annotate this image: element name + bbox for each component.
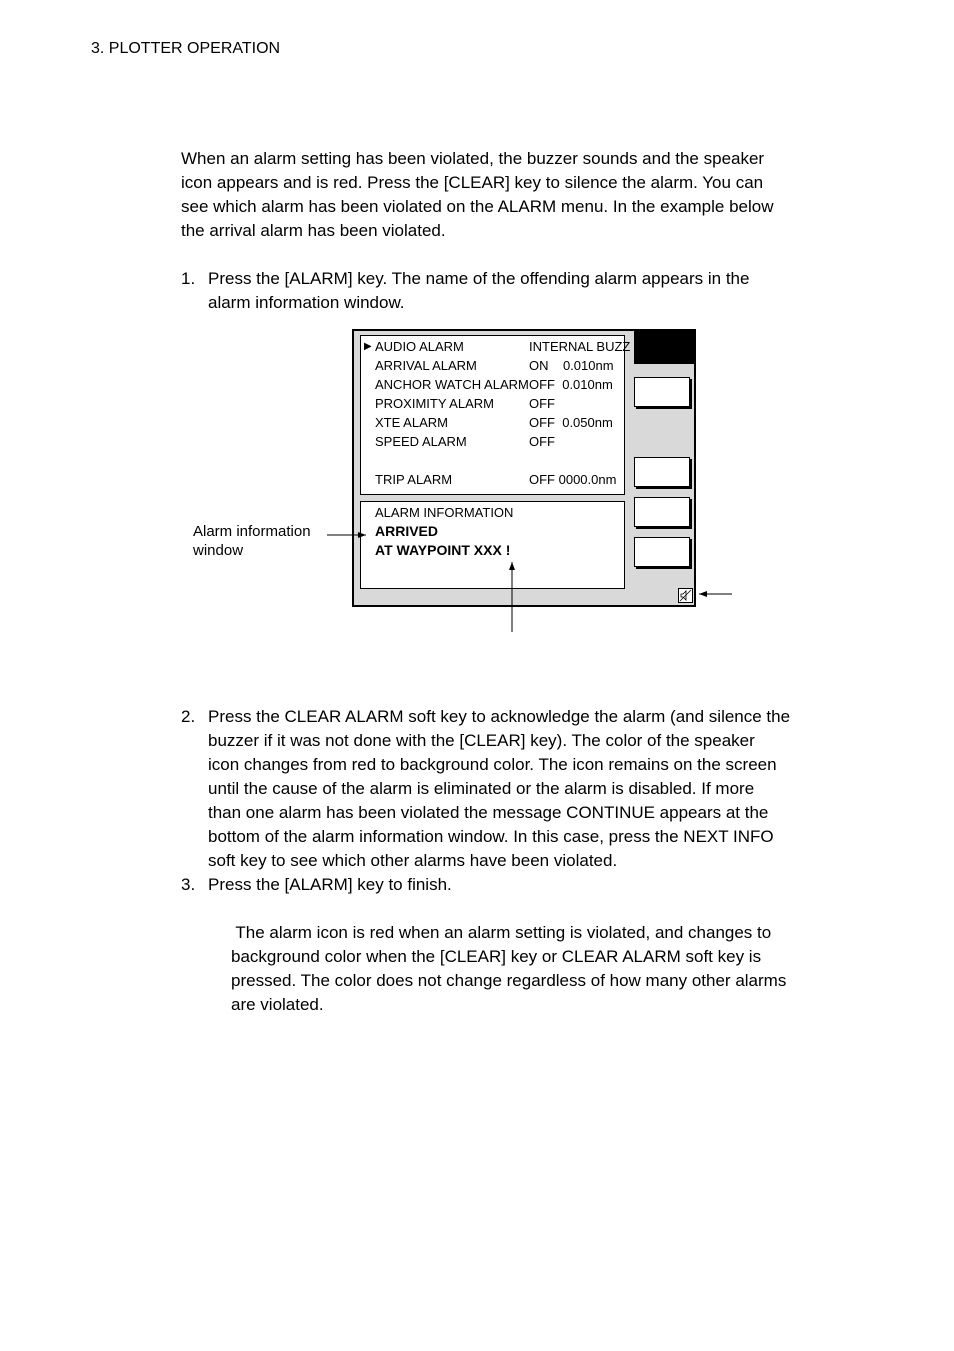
- menu-item-value: OFF 0.010nm: [529, 377, 613, 392]
- text-line: buzzer if it was not done with the [CLEAR] key). The color of the speaker: [208, 731, 755, 750]
- menu-item-name: XTE ALARM: [375, 415, 448, 430]
- menu-item-name: TRIP ALARM: [375, 472, 453, 487]
- text-line: soft key to see which other alarms have been violated.: [208, 851, 618, 870]
- soft-key-3[interactable]: [634, 497, 690, 527]
- text-line: icon changes from red to background color. The icon remains on the screen: [208, 755, 777, 774]
- menu-item-name: ARRIVAL ALARM: [375, 358, 477, 373]
- soft-key-2[interactable]: [634, 457, 690, 487]
- text-line: background color when the [CLEAR] key or CLEAR ALARM soft key is: [231, 947, 762, 966]
- menu-item-name: ANCHOR WATCH ALARM: [375, 377, 529, 392]
- text-line: The alarm icon is red when an alarm setting is violated, and changes to: [231, 923, 772, 942]
- callout-label: [193, 522, 311, 560]
- menu-item-name: PROXIMITY ALARM: [375, 396, 494, 411]
- text-line: the arrival alarm has been violated.: [181, 221, 446, 240]
- alarm-information-window: [360, 501, 625, 589]
- menu-item-value: OFF 0000.0nm: [529, 472, 617, 487]
- soft-key-title-area: [634, 330, 696, 364]
- info-line: ARRIVED: [375, 523, 439, 539]
- step-number: 2.: [181, 707, 196, 726]
- info-line: AT WAYPOINT XXX !: [375, 542, 511, 558]
- callout-line: Alarm information: [193, 523, 311, 540]
- menu-item-value: OFF: [529, 434, 555, 449]
- menu-item-value: ON 0.010nm: [529, 358, 614, 373]
- text-line: see which alarm has been violated on the ALARM menu. In the example below: [181, 197, 774, 216]
- speaker-icon: [678, 588, 693, 603]
- text-line: Press the CLEAR ALARM soft key to acknowledge the alarm (and silence the: [208, 707, 791, 726]
- text-line: Press the [ALARM] key to finish.: [208, 875, 452, 894]
- text-line: until the cause of the alarm is eliminated or the alarm is disabled. If more: [208, 779, 755, 798]
- step-number: 3.: [181, 875, 196, 894]
- alarm-menu: [360, 335, 631, 495]
- text-line: icon appears and is red. Press the [CLEAR] key to silence the alarm. You can: [181, 173, 764, 192]
- soft-key-4[interactable]: [634, 537, 690, 567]
- menu-item-value: OFF 0.050nm: [529, 415, 613, 430]
- text-line: pressed. The color does not change regardless of how many other alarms: [231, 971, 787, 990]
- step-number: 1.: [181, 269, 196, 288]
- text-line: Press the [ALARM] key. The name of the offending alarm appears in the: [208, 269, 750, 288]
- menu-item-value: OFF: [529, 396, 555, 411]
- text-line: are violated.: [231, 995, 324, 1014]
- page-header: 3. PLOTTER OPERATION: [91, 40, 281, 57]
- menu-item-name: SPEED ALARM: [375, 434, 467, 449]
- menu-item-value: INTERNAL BUZZ: [529, 339, 631, 354]
- menu-item-name: AUDIO ALARM: [375, 339, 464, 354]
- text-line: than one alarm has been violated the message CONTINUE appears at the: [208, 803, 769, 822]
- text-line: alarm information window.: [208, 293, 405, 312]
- info-title: ALARM INFORMATION: [375, 505, 514, 520]
- soft-key-1[interactable]: [634, 377, 690, 407]
- text-line: bottom of the alarm information window. In this case, press the NEXT INFO: [208, 827, 774, 846]
- callout-line: window: [193, 542, 244, 559]
- text-line: When an alarm setting has been violated, the buzzer sounds and the speaker: [181, 149, 765, 168]
- cursor-arrow-icon: ▶: [364, 341, 372, 352]
